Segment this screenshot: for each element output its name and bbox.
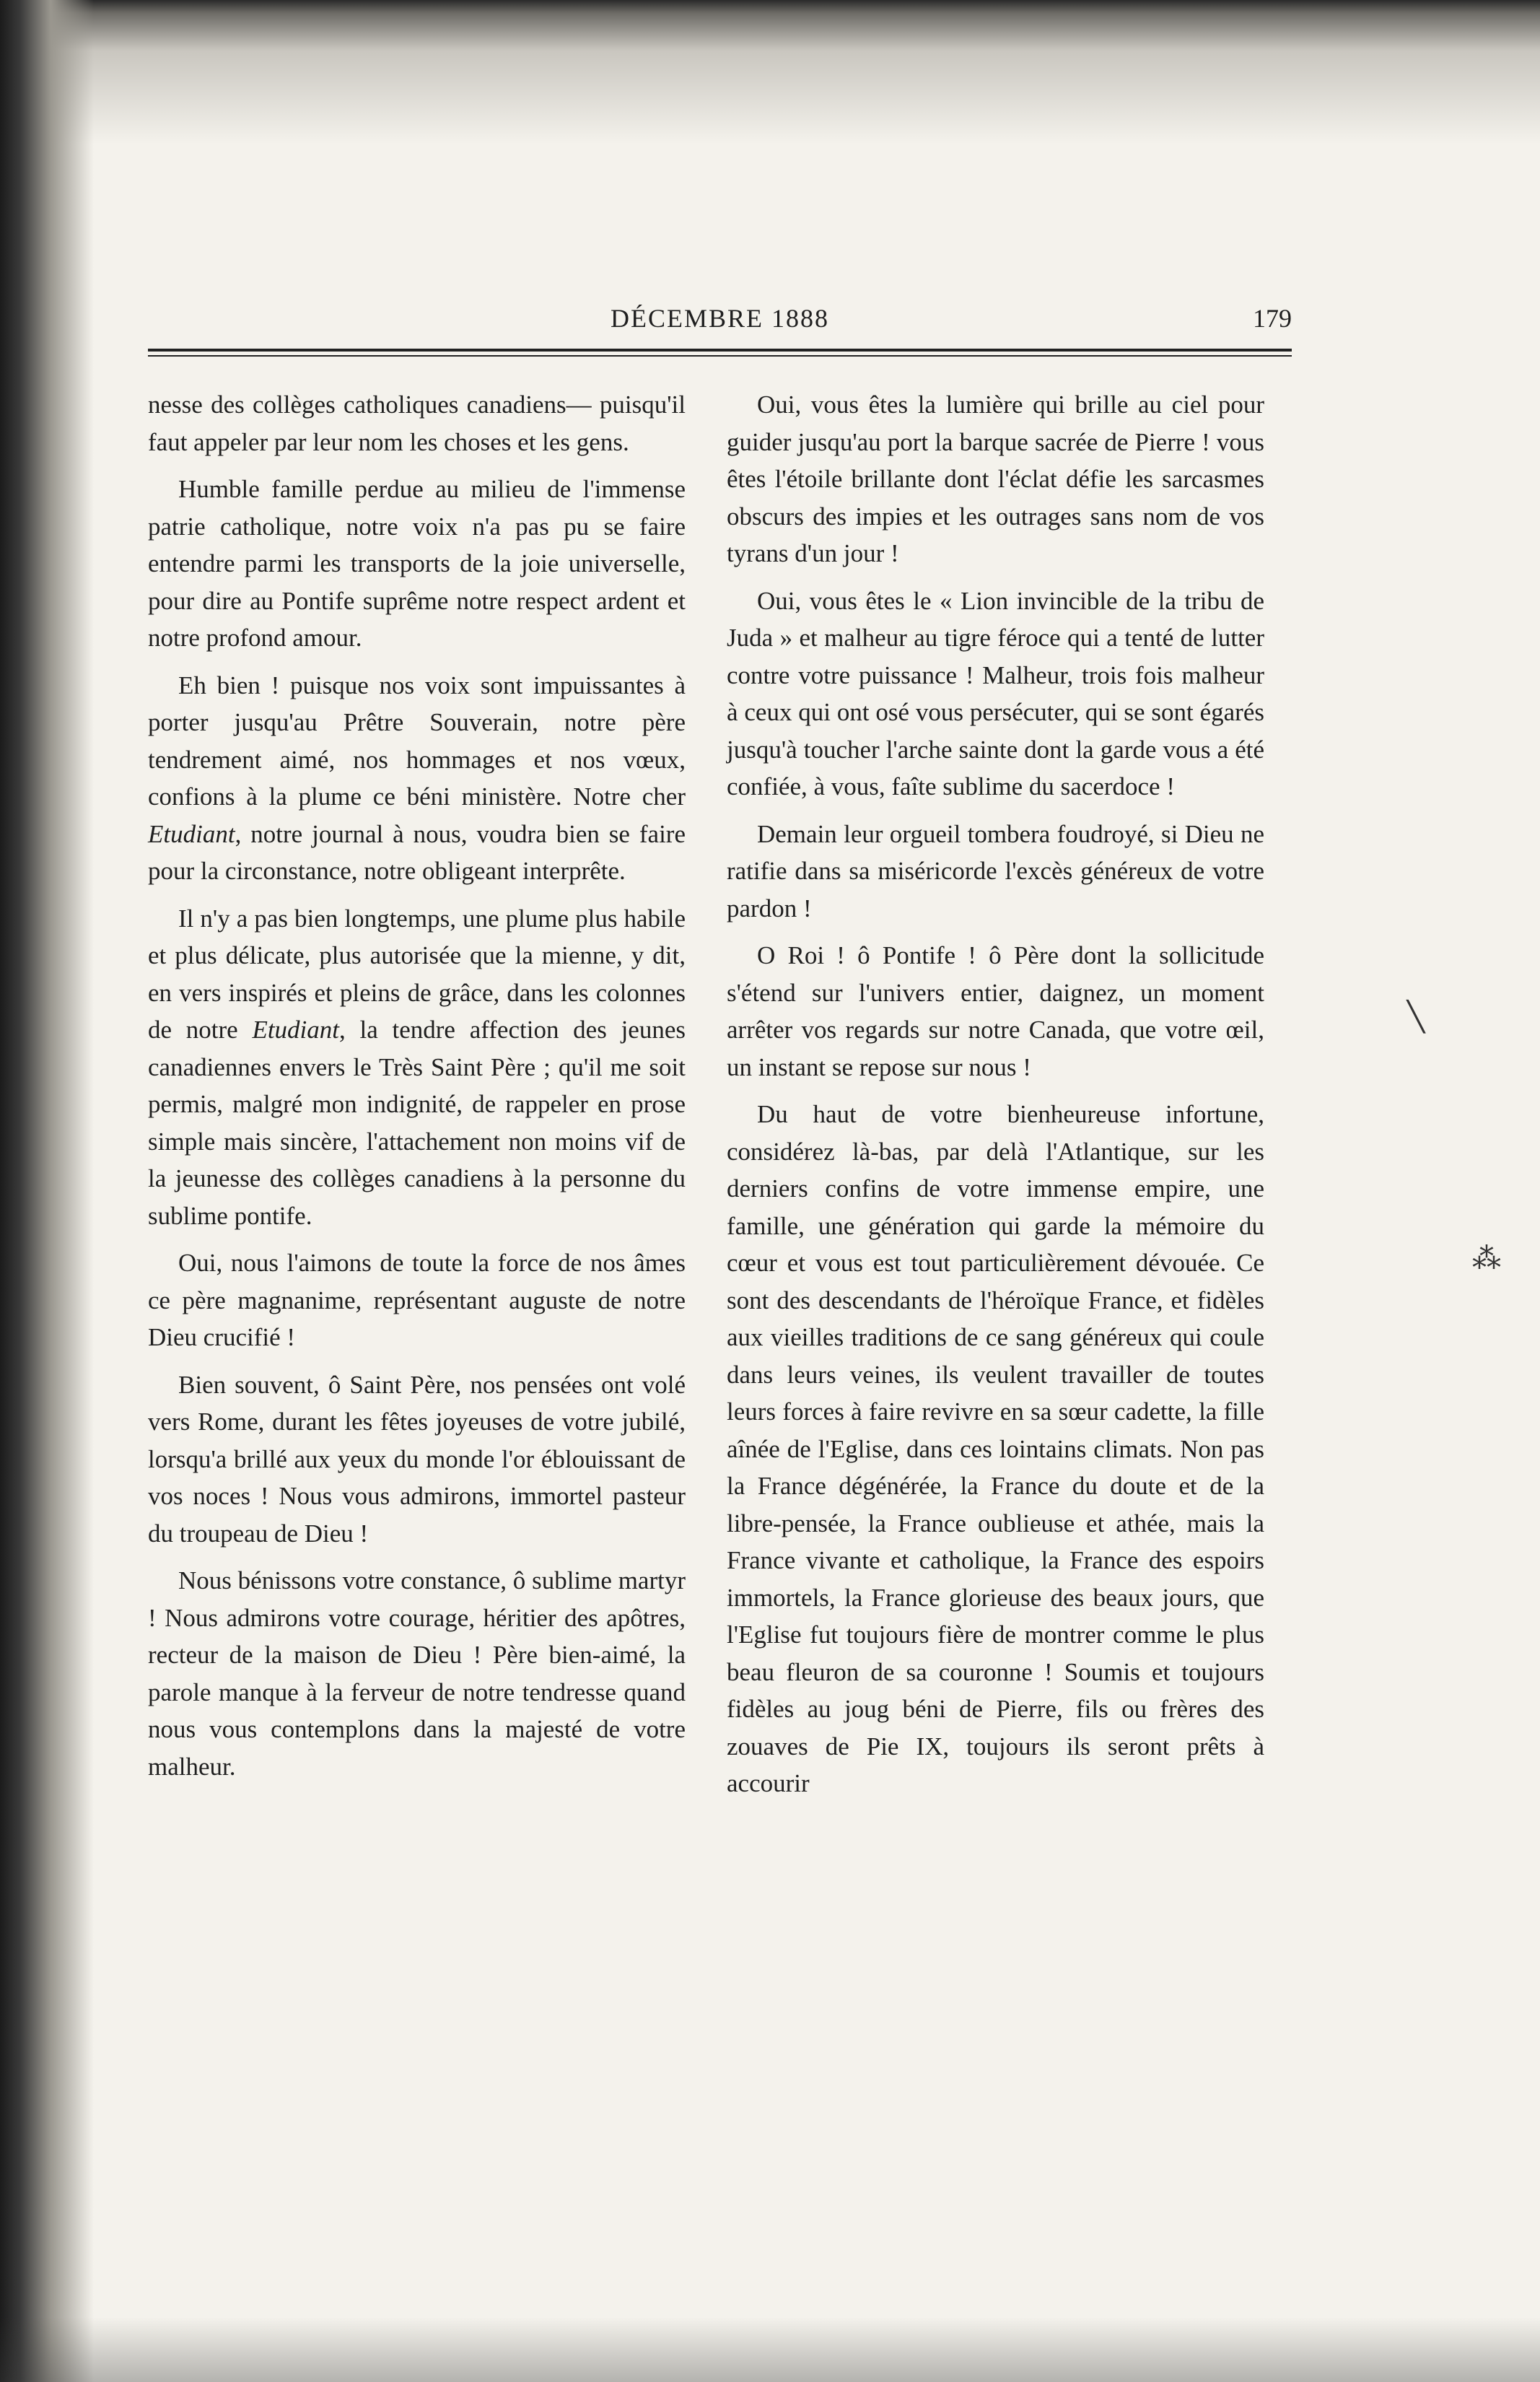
paragraph: Oui, vous êtes le « Lion invincible de la tribu de Juda » et malheur au tigre féroce qui a tenté de lutter contre votre puissance ! Malheur, trois fois malheur à ceux qui ont osé vous persécuter, qui se sont égarés jusqu'à toucher l'arche sainte dont la garde vous a été confiée, à vous, faîte sublime du sacerdoce ! <box>727 586 1264 800</box>
margin-pen-mark: ╲ <box>1407 1000 1425 1033</box>
paragraph: Du haut de votre bienheureuse infortune, considérez là-bas, par delà l'Atlantique, sur les derniers confins de votre immense empire, une famille, une génération qui garde la mémoire du cœur et vous est tout particulièrement dévouée. Ce sont des descendants de l'héroïque France, et fidèles aux vieilles traditions de ce sang généreux qui coule dans leurs veines, ils veulent travailler de toutes leurs forces à faire revivre en sa sœur cadette, la fille aînée de l'Eglise, dans ces lointains climats. Non pas la France dégénérée, la France du doute et de la libre-pensée, la France oublieuse et athée, mais la France vivante et catholique, la France des espoirs immortels, la France glorieuse des beaux jours, que l'Eglise fut toujours fière de montrer comme le plus beau fleuron de sa couronne ! Soumis et toujours fidèles au joug béni de Pierre, fils ou frères des zouaves de Pie IX, toujours ils seront prêts à accourir <box>727 1100 1264 1797</box>
paragraph <box>148 900 686 1235</box>
header-rule-thick <box>148 349 1292 352</box>
paragraph: Humble famille perdue au milieu de l'immense patrie catholique, notre voix n'a pas pu se faire entendre parmi les transports de la joie universelle, pour dire au Pontife suprême notre respect ardent et notre profond amour. <box>148 475 686 652</box>
journal-title: Etudiant <box>252 1016 340 1044</box>
header-rule-thin <box>148 355 1292 357</box>
scan-bottom-edge <box>0 2317 1540 2382</box>
paragraph-text: , la tendre affection des jeunes canadiennes envers le Très Saint Père ; qu'il me soit permis, malgré mon indignité, de rappeler en prose simple mais sincère, l'attachement non moins vif de la jeunesse des collèges canadiens à la personne du sublime pontife. <box>148 1016 686 1230</box>
page-number: 179 <box>1253 304 1292 333</box>
running-title: DÉCEMBRE 1888 <box>610 304 829 333</box>
paragraph-text: Il n'y a pas bien longtemps, une plume plus habile et plus délicate, plus autorisée que la mienne, y dit, en vers inspirés et pleins de grâce, dans les colonnes de notre <box>148 904 686 1044</box>
paragraph: Oui, vous êtes la lumière qui brille au ciel pour guider jusqu'au port la barque sacrée de Pierre ! vous êtes l'étoile brillante dont l'éclat défie les sarcasmes obscurs des impies et les outrages sans nom de vos tyrans d'un jour ! <box>727 391 1264 567</box>
paragraph: Oui, nous l'aimons de toute la force de nos âmes ce père magnanime, représentant auguste de notre Dieu crucifié ! <box>148 1249 686 1351</box>
scan-top-edge <box>0 0 1540 144</box>
running-header <box>148 303 1292 346</box>
paragraph <box>148 667 686 890</box>
journal-title: Etudiant <box>148 819 235 848</box>
paragraph: Nous bénissons votre constance, ô sublime martyr ! Nous admirons votre courage, héritier des apôtres, recteur de la maison de Dieu ! Père bien-aimé, la parole manque à la ferveur de notre tendresse quand nous vous contemplons dans la majesté de votre malheur. <box>148 1566 686 1781</box>
paragraph: O Roi ! ô Pontife ! ô Père dont la sollicitude s'étend sur l'univers entier, daignez, un moment arrêter vos regards sur notre Canada, que votre œil, un instant se repose sur nous ! <box>727 941 1264 1081</box>
paragraph-text: , notre journal à nous, voudra bien se faire pour la circonstance, notre obligeant interprête. <box>148 819 686 885</box>
paragraph: nesse des collèges catholiques canadiens— puisqu'il faut appeler par leur nom les choses et les gens. <box>148 391 686 456</box>
paragraph: Demain leur orgueil tombera foudroyé, si Dieu ne ratifie dans sa miséricorde l'excès généreux de votre pardon ! <box>727 819 1264 922</box>
left-column <box>148 386 686 1795</box>
margin-ink-mark: ⁂ <box>1472 1242 1501 1275</box>
paragraph-text: Eh bien ! puisque nos voix sont impuissantes à porter jusqu'au Prêtre Souverain, notre père tendrement aimé, nos hommages et nos vœux, confions à la plume ce béni ministère. Notre cher <box>148 671 686 811</box>
paragraph: Bien souvent, ô Saint Père, nos pensées ont volé vers Rome, durant les fêtes joyeuses de votre jubilé, lorsqu'a brillé aux yeux du monde l'or éblouissant de vos noces ! Nous vous admirons, immortel pasteur du troupeau de Dieu ! <box>148 1370 686 1548</box>
scan-left-binding-edge <box>0 0 94 2382</box>
right-column <box>727 386 1264 1812</box>
